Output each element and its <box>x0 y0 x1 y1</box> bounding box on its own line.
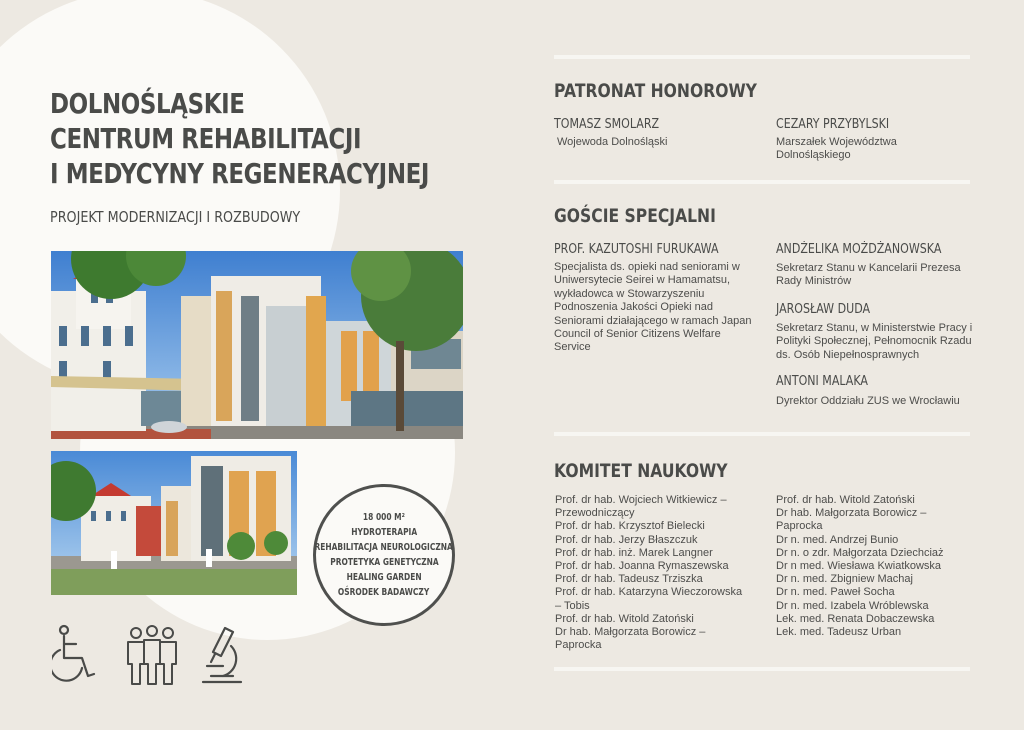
feature-research-center: OŚRODEK BADAWCZY <box>338 587 430 598</box>
section-heading-komitet: KOMITET NAUKOWY <box>554 460 728 482</box>
title-line-2: CENTRUM REHABILITACJI <box>50 122 362 155</box>
list-item: Prof. dr hab. Jerzy Błaszczuk <box>555 533 698 546</box>
divider <box>554 55 970 59</box>
person-role: Wojewoda Dolnośląski <box>557 136 668 148</box>
person-name: PROF. KAZUTOSHI FURUKAWA <box>554 242 719 257</box>
list-item: Lek. med. Renata Dobaczewska <box>776 612 935 625</box>
feature-genetic-prosthetics: PROTETYKA GENETYCZNA <box>329 557 439 568</box>
page-subtitle: PROJEKT MODERNIZACJI I ROZBUDOWY <box>50 208 301 226</box>
microscope-icon <box>197 624 249 686</box>
list-item: Prof. dr hab. Krzysztof Bielecki <box>555 520 705 533</box>
list-item: Lek. med. Tadeusz Urban <box>776 626 902 639</box>
list-item: Prof. dr hab. Katarzyna Wieczorowska <box>555 586 743 599</box>
building-rendering-main <box>51 251 463 439</box>
list-item: Prof. dr hab. Wojciech Witkiewicz – <box>555 494 727 506</box>
divider <box>554 432 970 436</box>
features-circle <box>313 484 455 626</box>
title-line-3: I MEDYCYNY REGENERACYJNEJ <box>50 157 430 190</box>
list-item: Prof. dr hab. Tadeusz Trziszka <box>555 573 703 586</box>
list-item: Dr n med. Wiesława Kwiatkowska <box>776 560 942 573</box>
list-item: Dr n. med. Izabela Wróblewska <box>776 599 929 612</box>
person-name: ANTONI MALAKA <box>776 374 868 389</box>
person-role: Dyrektor Oddziału ZUS we Wrocławiu <box>776 395 960 407</box>
list-item: Dr n. med. Paweł Socha <box>776 586 895 599</box>
committee-list-right <box>776 494 976 639</box>
building-rendering-secondary <box>51 451 297 595</box>
person-role: Marszałek Województwa Dolnośląskiego <box>776 136 897 162</box>
title-line-1: DOLNOŚLĄSKIE <box>50 87 245 120</box>
feature-area: 18 000 M² <box>363 512 405 523</box>
list-item: Paprocka <box>555 639 602 652</box>
section-heading-goscie: GOŚCIE SPECJALNI <box>554 205 716 227</box>
section-heading-patronat: PATRONAT HONOROWY <box>554 80 757 102</box>
feature-neuro-rehab: REHABILITACJA NEUROLOGICZNA <box>314 542 454 553</box>
person-name: JAROSŁAW DUDA <box>776 302 871 317</box>
list-item: Paprocka <box>776 520 823 533</box>
person-role: Specjalista ds. opieki nad seniorami w Uniwersytecie Seirei w Hamamatsu, wykładowca w Stowarzyszeniu Podnoszenia Jakości Opieki nad Seniorami działającego w ramach Japan Council of Senior Citizens Welfare Service <box>554 261 752 354</box>
list-item: Dr hab. Małgorzata Borowicz – <box>555 626 706 639</box>
list-item: Dr n. o zdr. Małgorzata Dziechciaż <box>776 546 944 559</box>
committee-list-left <box>555 494 770 652</box>
people-group-icon <box>122 624 182 686</box>
feature-hydrotherapy: HYDROTERAPIA <box>351 527 417 538</box>
list-item: Prof. dr hab. Joanna Rymaszewska <box>555 560 729 573</box>
person-name: CEZARY PRZYBYLSKI <box>776 117 890 132</box>
page-title <box>50 86 429 191</box>
person-role: Sekretarz Stanu w Kancelarii Prezesa Rady Ministrów <box>776 262 961 288</box>
list-item: Dr hab. Małgorzata Borowicz – <box>776 507 927 520</box>
person-name: TOMASZ SMOLARZ <box>554 117 660 132</box>
divider <box>554 180 970 184</box>
list-item: Prof. dr hab. Witold Zatoński <box>776 494 915 506</box>
person-name: ANDŻELIKA MOŻDŻANOWSKA <box>776 242 942 257</box>
person-role: Sekretarz Stanu, w Ministerstwie Pracy i Polityki Społecznej, Pełnomocnik Rzadu ds. Osób Niepełnosprawnych <box>776 322 973 361</box>
wheelchair-icon <box>52 624 104 686</box>
list-item: Prof. dr hab. Witold Zatoński <box>555 612 694 625</box>
list-item: Prof. dr hab. inż. Marek Langner <box>555 546 713 559</box>
divider <box>554 667 970 671</box>
list-item: – Tobis <box>555 599 590 612</box>
list-item: Dr n. med. Andrzej Bunio <box>776 533 899 546</box>
feature-healing-garden: HEALING GARDEN <box>346 572 422 583</box>
list-item: Przewodniczący <box>555 507 635 520</box>
icon-row <box>52 624 247 689</box>
list-item: Dr n. med. Zbigniew Machaj <box>776 573 913 586</box>
